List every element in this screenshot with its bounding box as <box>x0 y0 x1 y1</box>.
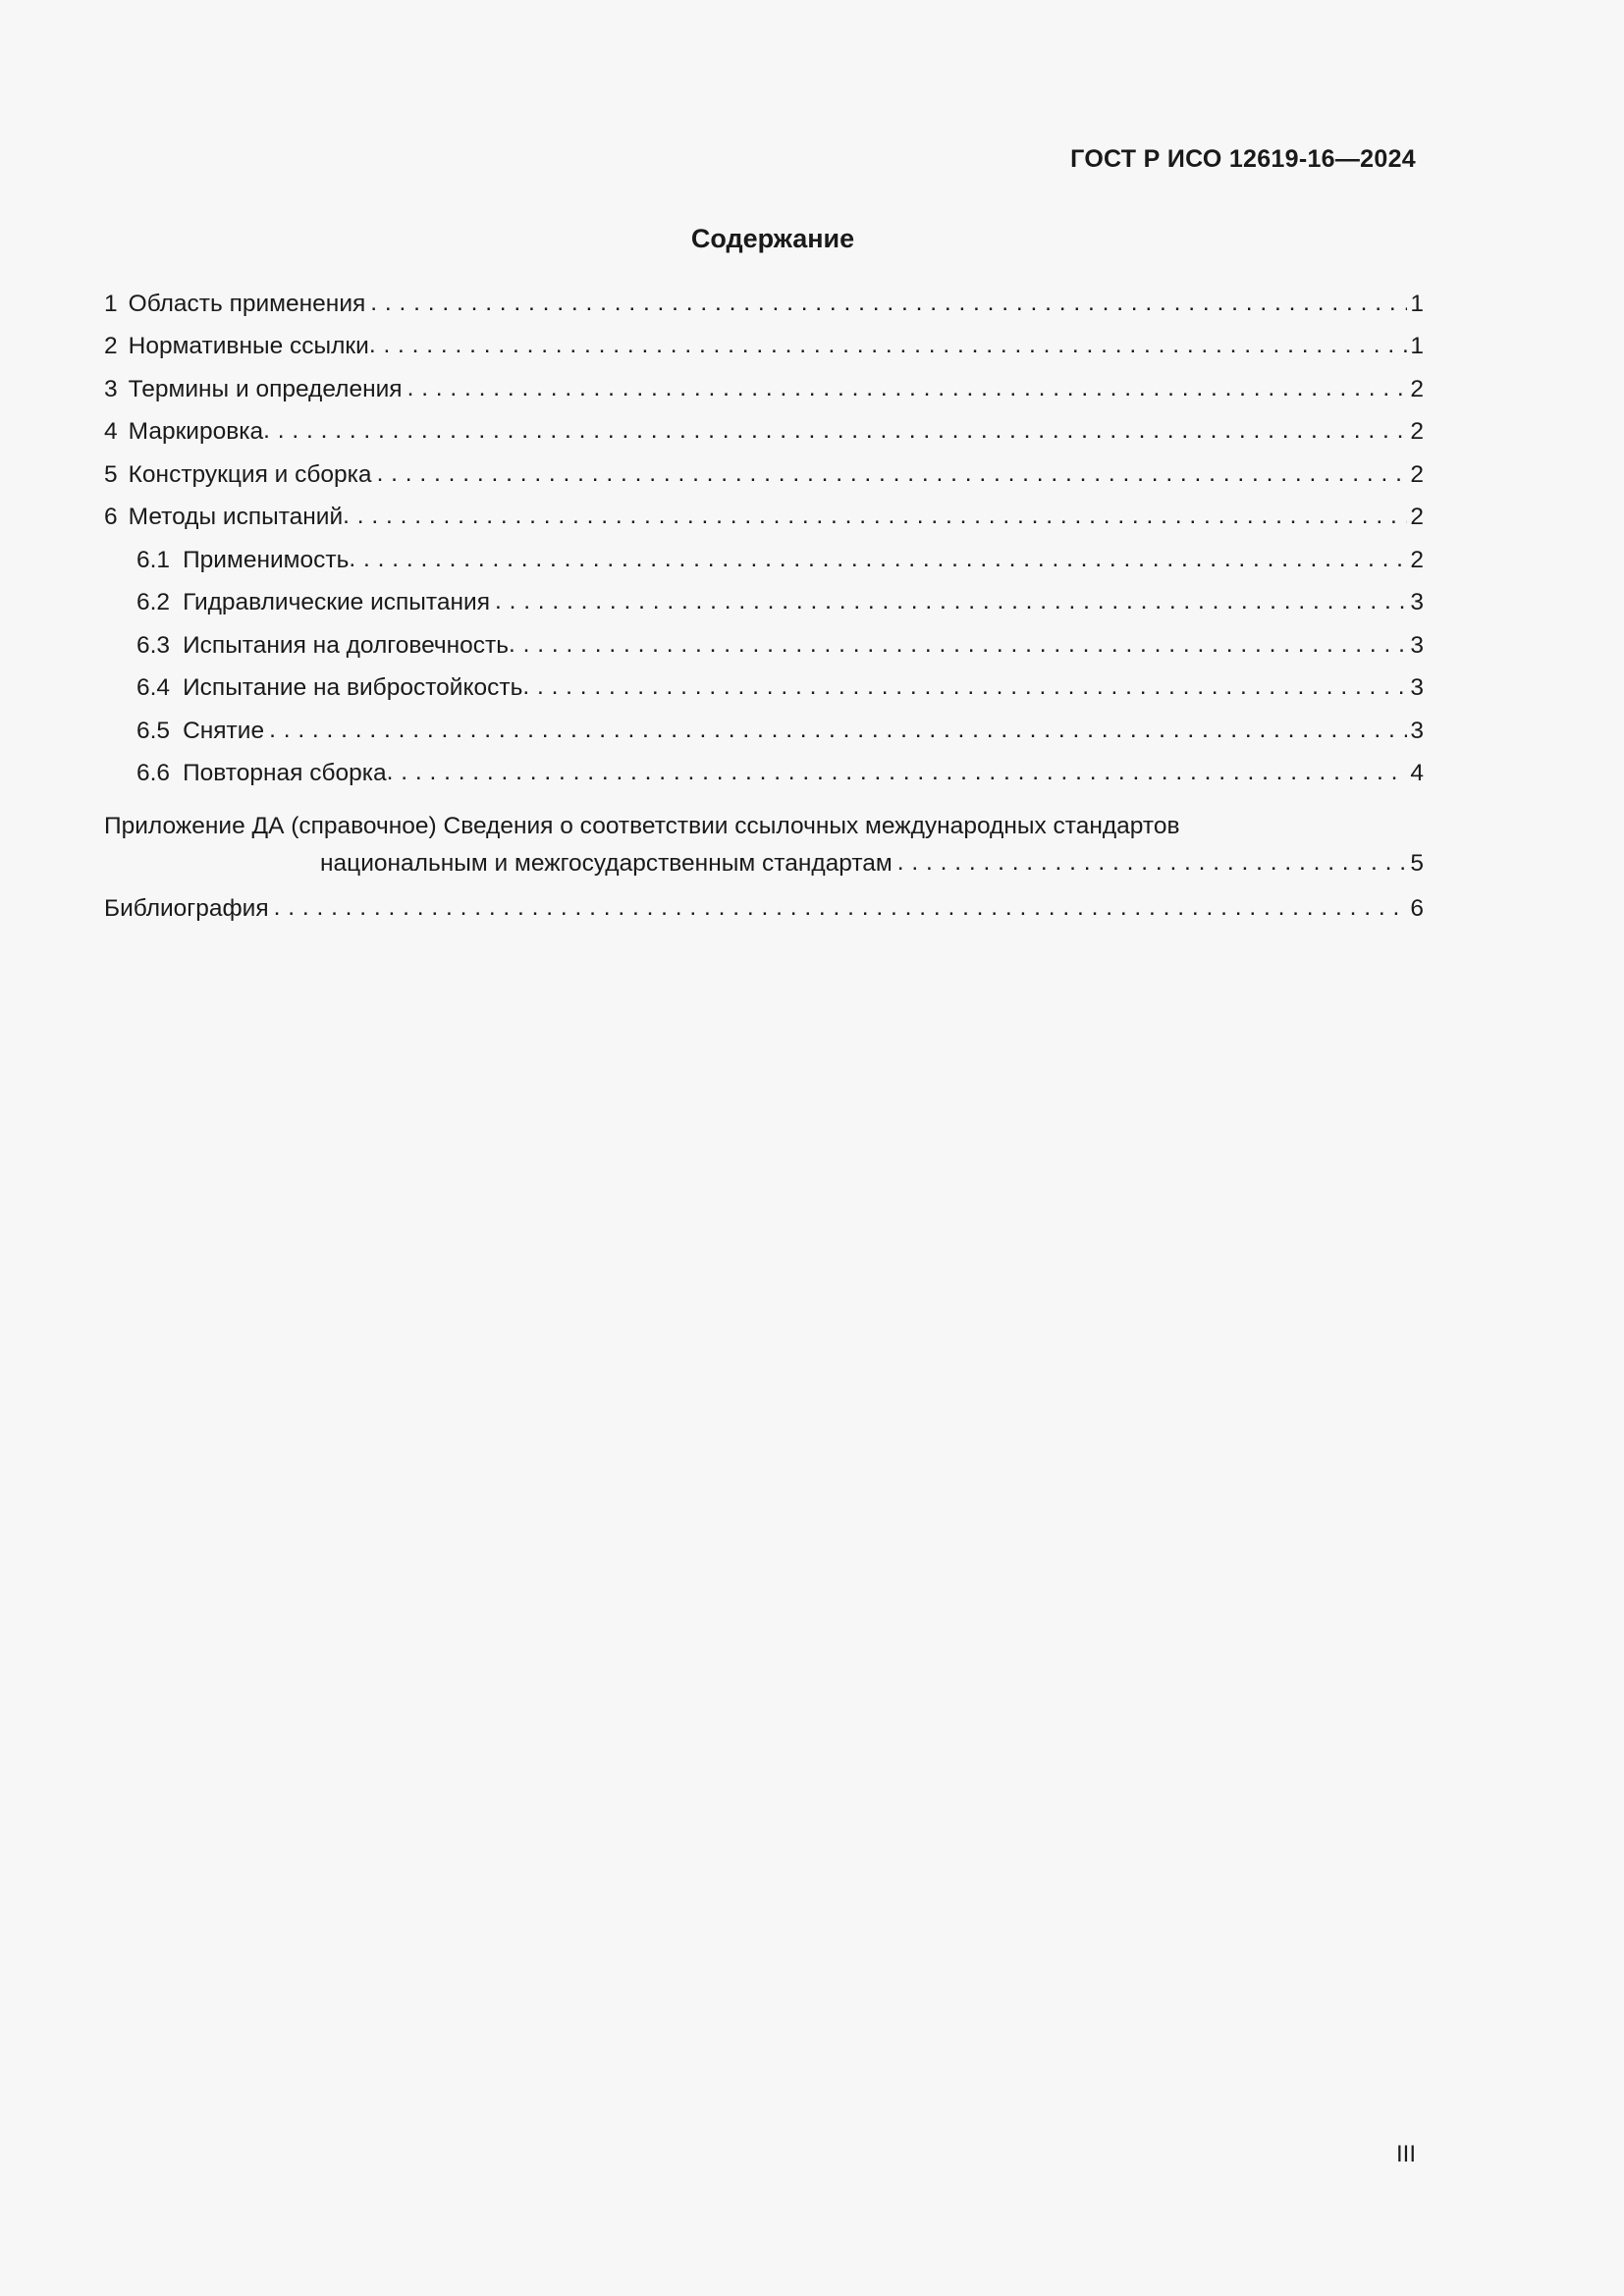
toc-page-number: 2 <box>1410 418 1424 445</box>
leader-dots <box>369 334 1408 358</box>
toc-page-number: 2 <box>1410 375 1424 402</box>
list-item[interactable] <box>104 885 1424 931</box>
toc-label: Библиография <box>104 895 269 922</box>
leader-dots <box>495 590 1407 614</box>
leader-dots <box>522 675 1407 700</box>
list-item[interactable] <box>104 283 1424 326</box>
table-of-contents <box>104 283 1424 931</box>
toc-label: Испытания на долговечность <box>183 631 510 659</box>
page-folio: III <box>1395 2141 1416 2167</box>
list-item[interactable] <box>104 753 1424 796</box>
leader-dots <box>274 896 1408 921</box>
toc-number: 6.2 <box>136 589 171 615</box>
list-item[interactable] <box>104 326 1424 369</box>
toc-page-number: 1 <box>1410 333 1424 359</box>
toc-number: 1 <box>104 290 118 317</box>
toc-label: Применимость <box>183 546 350 573</box>
toc-label: Испытание на вибростойкость <box>183 674 523 701</box>
document-standard-number: ГОСТ Р ИСО 12619-16—2024 <box>1070 145 1416 173</box>
leader-dots <box>897 851 1408 876</box>
list-item[interactable] <box>104 454 1424 497</box>
leader-dots <box>509 633 1407 658</box>
toc-label: Нормативные ссылки <box>128 333 369 359</box>
list-item[interactable] <box>104 539 1424 582</box>
toc-annex-line-2 <box>104 838 1424 885</box>
leader-dots <box>370 292 1407 316</box>
list-item[interactable] <box>104 624 1424 667</box>
toc-page-number: 4 <box>1410 760 1424 786</box>
toc-label: Гидравлические испытания <box>183 589 490 615</box>
toc-page-number: 2 <box>1410 460 1424 488</box>
leader-dots <box>263 419 1407 444</box>
leader-dots <box>349 548 1407 572</box>
toc-page-number: 3 <box>1410 717 1424 744</box>
toc-number: 6.6 <box>136 760 171 786</box>
toc-annex-label-continued: национальным и межгосударственным стандартам <box>320 850 893 877</box>
toc-number: 6.1 <box>136 546 171 573</box>
toc-page-number: 3 <box>1410 631 1424 659</box>
toc-number: 2 <box>104 333 118 359</box>
toc-number: 6.3 <box>136 631 171 659</box>
list-item[interactable] <box>104 497 1424 540</box>
toc-number: 4 <box>104 418 118 445</box>
toc-number: 3 <box>104 375 118 402</box>
list-item[interactable] <box>104 710 1424 753</box>
toc-annex-entry[interactable] <box>104 805 1424 885</box>
list-item[interactable] <box>104 411 1424 454</box>
toc-number: 5 <box>104 460 118 488</box>
toc-page-number: 5 <box>1410 850 1424 877</box>
leader-dots <box>407 377 1408 401</box>
toc-label: Повторная сборка <box>183 760 387 786</box>
toc-label: Область применения <box>128 290 366 317</box>
list-item[interactable] <box>104 368 1424 411</box>
leader-dots <box>343 505 1407 529</box>
list-item[interactable] <box>104 667 1424 711</box>
page-title <box>0 224 1624 254</box>
toc-label: Снятие <box>183 717 265 744</box>
toc-page-number: 1 <box>1410 290 1424 317</box>
toc-number: 6.4 <box>136 674 171 701</box>
list-item[interactable] <box>104 582 1424 625</box>
toc-page-number: 6 <box>1410 895 1424 922</box>
toc-annex-line-1: Приложение ДА (справочное) Сведения о соответствии ссылочных международных стандартов <box>104 812 1180 839</box>
toc-page-number: 3 <box>1410 674 1424 701</box>
toc-page-number: 2 <box>1410 504 1424 530</box>
toc-page-number: 2 <box>1410 546 1424 573</box>
toc-page-number: 3 <box>1410 589 1424 615</box>
leader-dots <box>269 719 1407 743</box>
toc-label: Термины и определения <box>128 375 403 402</box>
leader-dots <box>387 761 1408 785</box>
leader-dots <box>377 462 1408 487</box>
page-title-text: Содержание <box>690 224 855 253</box>
toc-label: Конструкция и сборка <box>128 460 372 488</box>
toc-label: Методы испытаний <box>128 504 344 530</box>
toc-number: 6.5 <box>136 717 171 744</box>
toc-number: 6 <box>104 504 118 530</box>
toc-label: Маркировка <box>128 418 264 445</box>
